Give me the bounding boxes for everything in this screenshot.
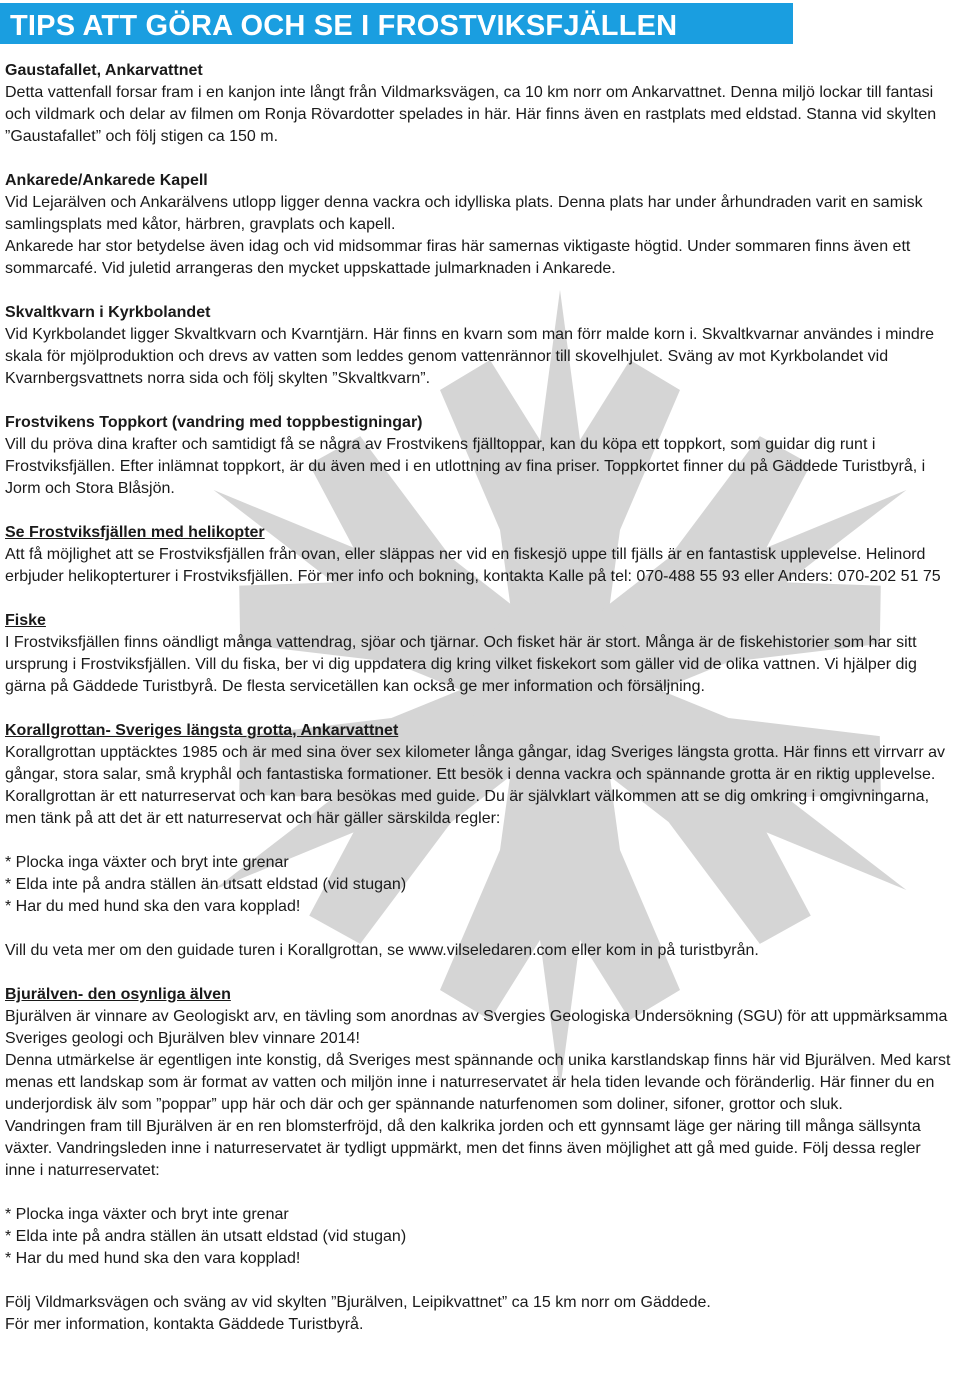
section-heading: Ankarede/Ankarede Kapell	[5, 172, 208, 189]
section-bjuralven	[5, 984, 953, 1336]
section-gaustafallet	[5, 60, 953, 148]
rule-item: * Har du med hund ska den vara kopplad!	[5, 1250, 301, 1267]
section-paragraph: I Frostviksfjällen finns oändligt många vattendrag, sjöar och tjärnar. Och fisket här är stort. Många är de fiskehistorier som har sitt ursprung i Frostviksfjällen. Vill du fiska, ber vi dig uppdatera dig kring vilket fiskekort som gäller vid de olika vattnen. Vi hjälper dig gärna på Gäddede Turistbyrå. De flesta servicetällen kan också ge mer information och försäljning.	[5, 634, 917, 695]
section-fiske	[5, 610, 953, 698]
section-paragraph: Korallgrottan upptäcktes 1985 och är med sina över sex kilometer långa gångar, idag Sveriges längsta grotta. Här finns ett virrvarr av gångar, stora salar, små kryphål och fantastiska formationer. Ett besök i denna vackra och spännande grotta är en riktig upplevelse. Korallgrottan är ett naturreservat och kan bara besökas med guide. Du är självklart välkommen att se dig omkring i omgivningarna, men tänk på att det är ett naturreservat och här gäller särskilda regler:	[5, 744, 946, 827]
rule-item: * Elda inte på andra ställen än utsatt eldstad (vid stugan)	[5, 1228, 407, 1245]
rule-item: * Plocka inga växter och bryt inte grenar	[5, 1206, 289, 1223]
section-paragraph: Följ Vildmarksvägen och sväng av vid skylten ”Bjurälven, Leipikvattnet” ca 15 km norr om Gäddede.	[5, 1294, 711, 1311]
rule-item: * Plocka inga växter och bryt inte grenar	[5, 854, 289, 871]
section-paragraph: Vandringen fram till Bjurälven är en ren blomsterfröjd, då den kalkrika jorden och ett gynnsamt läge ger näring till många sällsynta växter. Vandringsleden inne i naturreservatet är tydligt uppmärkt, men det finns även möjlighet att gå med guide. Följ dessa regler inne i naturreservatet:	[5, 1118, 921, 1179]
section-paragraph: Bjurälven är vinnare av Geologiskt arv, en tävling som anordnas av Svergies Geologiska Undersökning (SGU) för att uppmärksamma Sveriges geologi och Bjurälven blev vinnare 2014!	[5, 1008, 948, 1047]
section-heading: Fiske	[5, 612, 46, 629]
section-heading: Skvaltkvarn i Kyrkbolandet	[5, 304, 211, 321]
rule-item: * Har du med hund ska den vara kopplad!	[5, 898, 301, 915]
rules-list	[5, 1204, 953, 1270]
article-body	[5, 60, 953, 1358]
section-paragraph: Vid Kyrkbolandet ligger Skvaltkvarn och Kvarntjärn. Här finns en kvarn som man förr malde korn i. Skvaltkvarnar användes i mindre skala för mjölproduktion och drevs av vatten som leddes genom vattenrännor till skovelhjulet. Sväng av mot Kyrkbolandet vid Kvarnbergsvattnets norra sida och följ skylten ”Skvaltkvarn”.	[5, 326, 935, 387]
section-heading: Korallgrottan- Sveriges längsta grotta, Ankarvattnet	[5, 722, 399, 739]
section-heading: Se Frostviksfjällen med helikopter	[5, 524, 265, 541]
section-heading: Frostvikens Toppkort (vandring med toppbestigningar)	[5, 414, 423, 431]
section-paragraph: För mer information, kontakta Gäddede Turistbyrå.	[5, 1316, 364, 1333]
section-paragraph: Detta vattenfall forsar fram i en kanjon inte långt från Vildmarksvägen, ca 10 km norr om Ankarvattnet. Denna miljö lockar till fantasi och vildmark och delar av filmen om Ronja Rövardotter spelades in här. Här finns även en rastplats med eldstad. Stanna vid skylten ”Gaustafallet” och följ stigen ca 150 m.	[5, 84, 937, 145]
section-heading: Bjurälven- den osynliga älven	[5, 986, 231, 1003]
section-paragraph: Att få möjlighet att se Frostviksfjällen från ovan, eller släppas ner vid en fiskesjö uppe till fjälls är en fantastisk upplevelse. Helinord erbjuder helikopterturer i Frostviksfjällen. För mer info och bokning, kontakta Kalle på tel: 070-488 55 93 eller Anders: 070-202 51 75	[5, 546, 941, 585]
section-paragraph: Denna utmärkelse är egentligen inte konstig, då Sveriges mest spännande och unika karstlandskap finns här vid Bjurälven. Med karst menas ett landskap som är format av vatten och miljön inne i naturreservatet är hela tiden levande och föränderlig. Här finner du en underjordisk älv som ”poppar” upp här och där och ger spännande naturfenomen som doliner, sifoner, grottor och sluk.	[5, 1052, 951, 1113]
rule-item: * Elda inte på andra ställen än utsatt eldstad (vid stugan)	[5, 876, 407, 893]
section-heading: Gaustafallet, Ankarvattnet	[5, 62, 203, 79]
page-title: TIPS ATT GÖRA OCH SE I FROSTVIKSFJÄLLEN	[10, 10, 678, 42]
section-paragraph: Vill du veta mer om den guidade turen i Korallgrottan, se www.vilseledaren.com eller kom in på turistbyrån.	[5, 942, 759, 959]
section-paragraph: Vid Lejarälven och Ankarälvens utlopp ligger denna vackra och idylliska plats. Denna plats har under århundraden varit en samisk samlingsplats med kåtor, härbren, gravplats och kapell.	[5, 194, 923, 233]
section-helikopter	[5, 522, 953, 588]
section-ankarede	[5, 170, 953, 280]
section-paragraph: Vill du pröva dina krafter och samtidigt få se några av Frostvikens fjälltoppar, kan du köpa ett toppkort, som guidar dig runt i Frostviksfjällen. Efter inlämnat toppkort, är du även med i en utlottning av fina priser. Toppkortet finner du på Gäddede Turistbyrå, i Jorm och Stora Blåsjön.	[5, 436, 926, 497]
title-banner	[0, 3, 793, 44]
section-skvaltkvarn	[5, 302, 953, 390]
section-paragraph: Ankarede har stor betydelse även idag och vid midsommar firas här samernas viktigaste högtid. Under sommaren finns även ett sommarcafé. Vid juletid arrangeras den mycket uppskattade julmarknaden i Ankarede.	[5, 238, 911, 277]
section-korallgrottan	[5, 720, 953, 962]
section-toppkort	[5, 412, 953, 500]
rules-list	[5, 852, 953, 918]
